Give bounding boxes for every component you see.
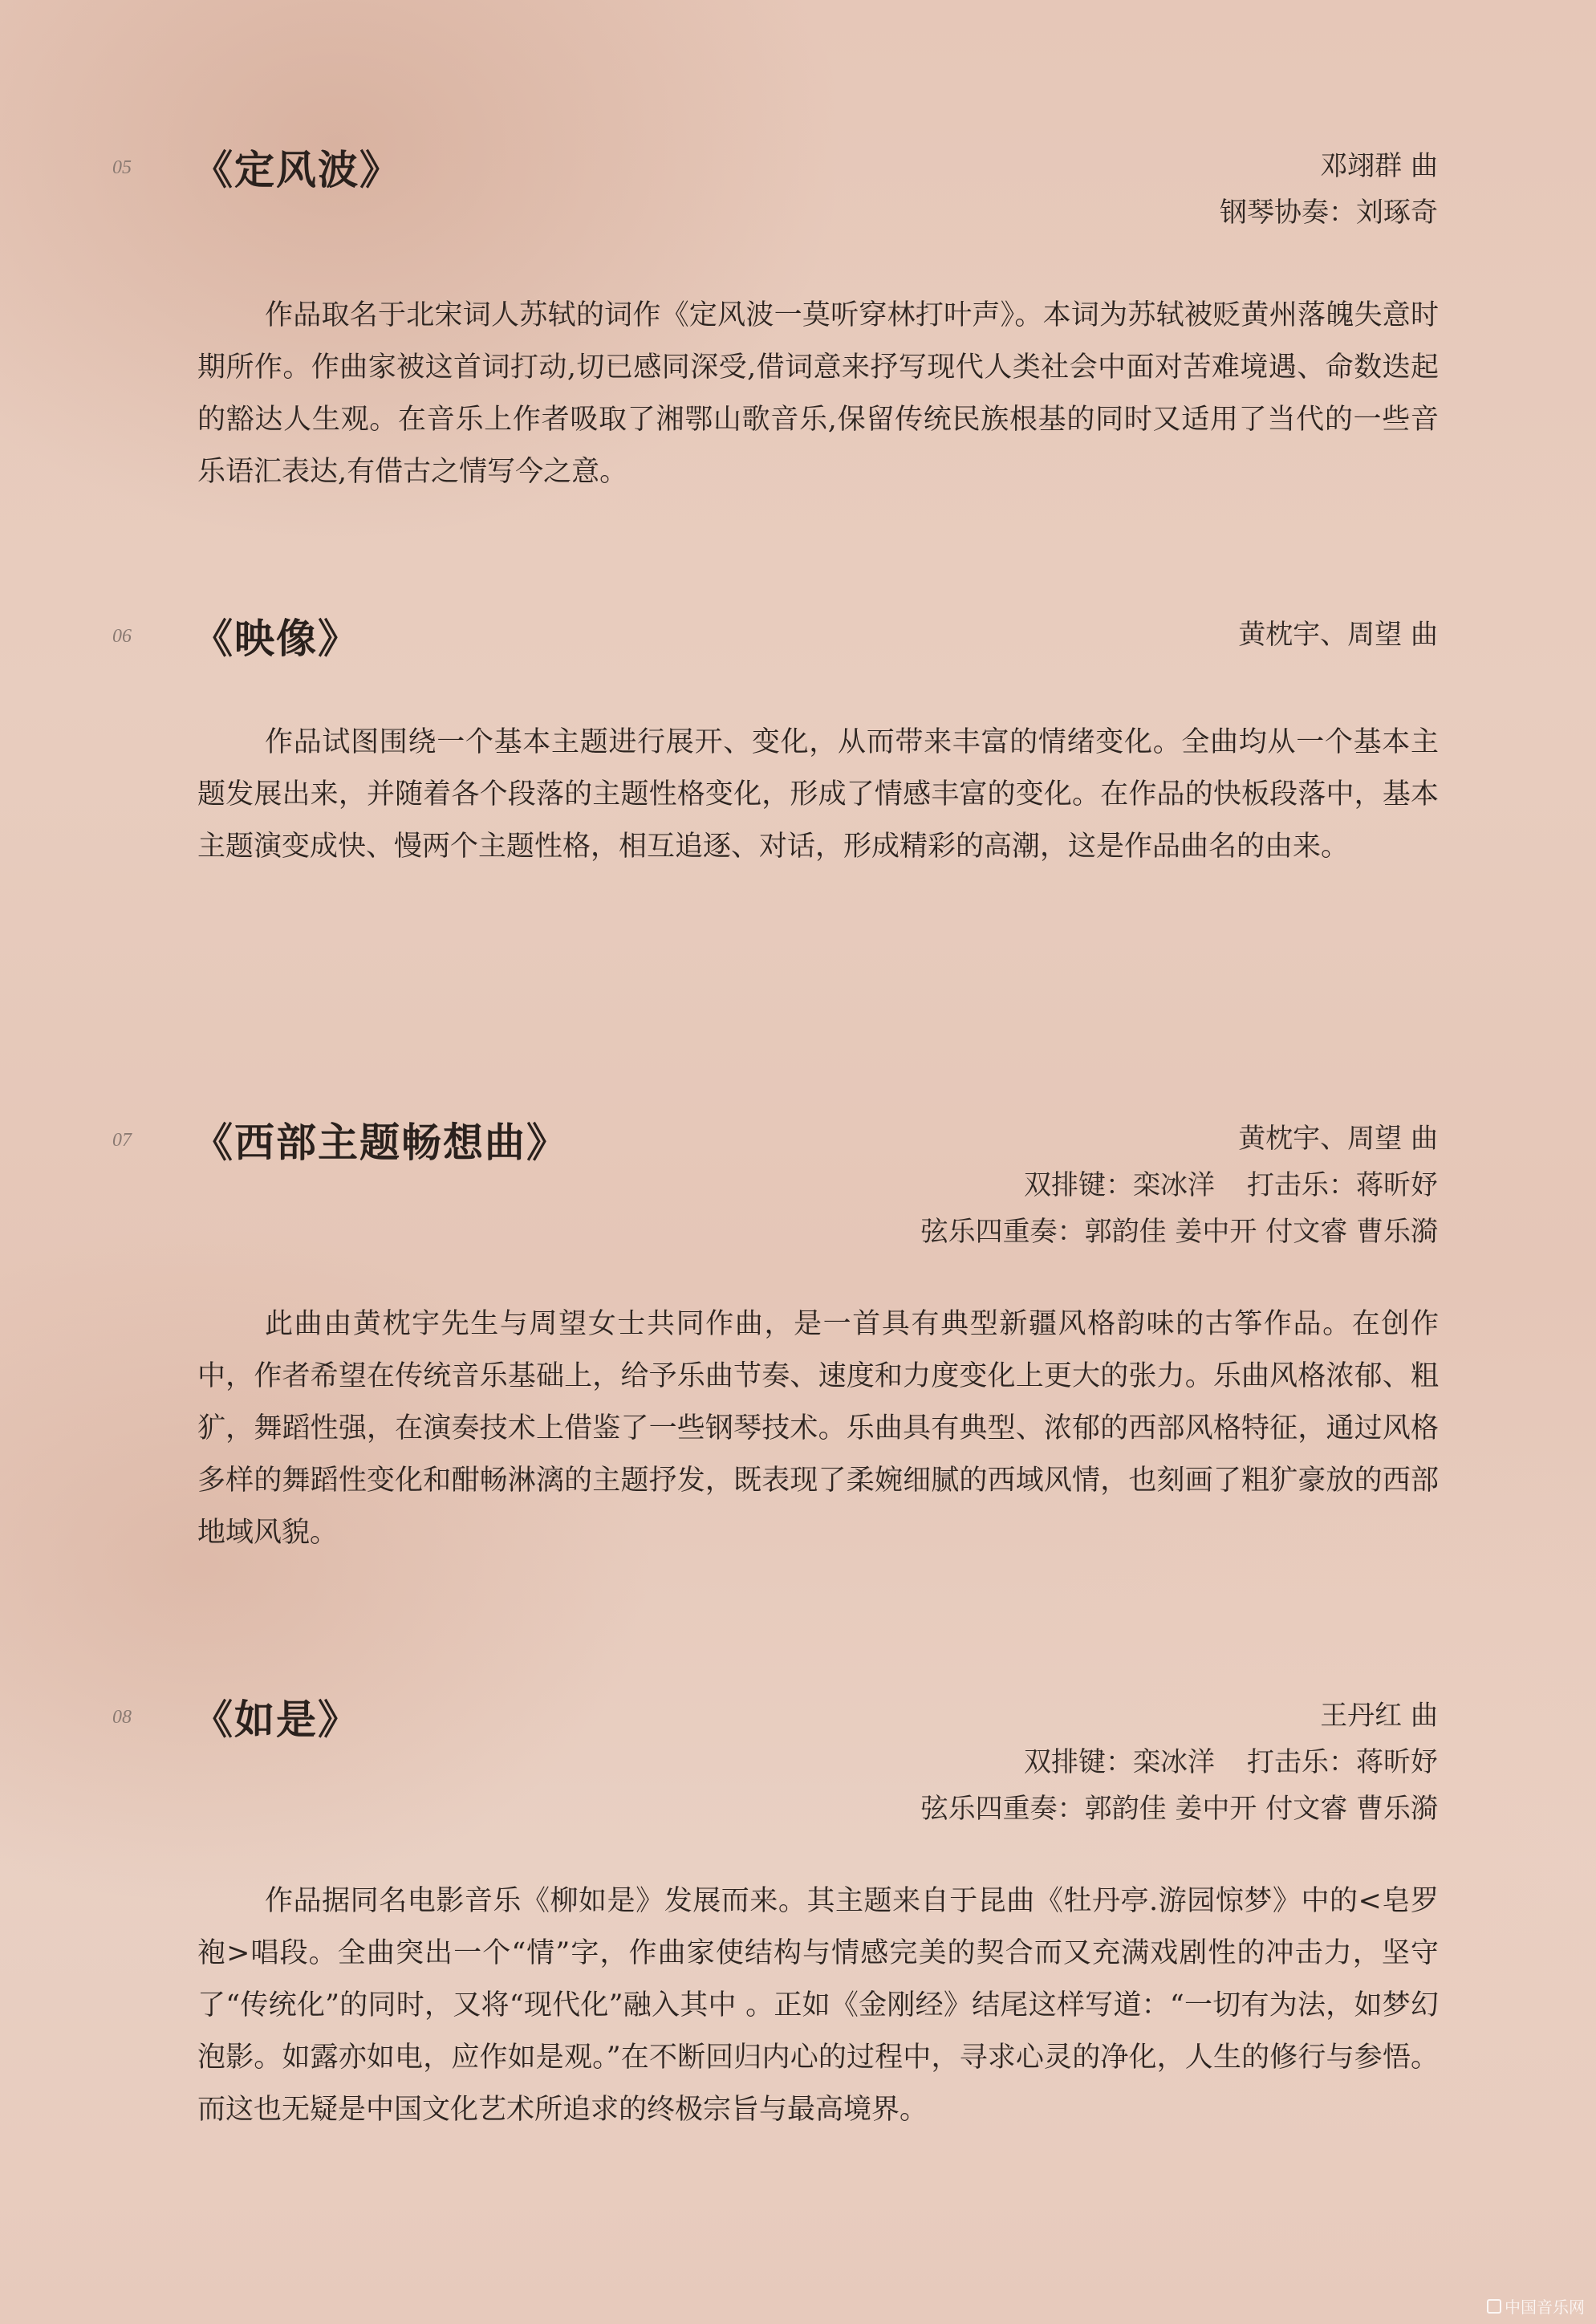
performer-credit-pair xyxy=(921,1162,1438,1209)
percussion-credit: 打击乐：蒋昕妤 xyxy=(1247,1746,1438,1778)
quartet-credit: 弦乐四重奏：郭韵佳 姜中开 付文睿 曹乐漪 xyxy=(920,1216,1438,1248)
keyboard-credit: 双排键：栾冰洋 xyxy=(1024,1746,1215,1778)
quartet-credit: 弦乐四重奏：郭韵佳 姜中开 付文睿 曹乐漪 xyxy=(920,1793,1438,1825)
piece-title: 《如是》 xyxy=(193,1696,359,1743)
percussion-credit: 打击乐：蒋昕妤 xyxy=(1247,1169,1438,1201)
piece-credits xyxy=(921,1115,1438,1255)
composer-credit: 邓翊群 曲 xyxy=(1320,150,1438,182)
performer-credit-pair xyxy=(921,1739,1438,1786)
piece-description xyxy=(197,1298,1439,1559)
piece-title: 《定风波》 xyxy=(193,146,401,193)
piece-title: 《西部主题畅想曲》 xyxy=(193,1119,568,1166)
piece-credits xyxy=(921,1692,1438,1832)
composer-credit: 王丹红 曲 xyxy=(1320,1700,1438,1732)
piece-credits xyxy=(1238,611,1438,658)
piece-description xyxy=(197,717,1439,873)
keyboard-credit: 双排键：栾冰洋 xyxy=(1024,1169,1215,1201)
site-logo-icon xyxy=(1487,2299,1501,2314)
description-paragraph: 此曲由黄枕宇先生与周望女士共同作曲，是一首具有典型新疆风格韵味的古筝作品。在创作中，作者希望在传统音乐基础上，给予乐曲节奏、速度和力度变化上更大的张力。乐曲风格浓郁、粗犷，舞蹈性强，在演奏技术上借鉴了一些钢琴技术。乐曲具有典型、浓郁的西部风格特征，通过风格多样的舞蹈性变化和酣畅淋漓的主题抒发，既表现了柔婉细腻的西域风情，也刻画了粗犷豪放的西部地域风貌。 xyxy=(197,1308,1439,1549)
piece-number: 08 xyxy=(112,1707,132,1728)
piece-number: 07 xyxy=(112,1130,132,1151)
piece-credits xyxy=(1220,143,1438,236)
composer-credit: 黄枕宇、周望 曲 xyxy=(1238,1123,1438,1155)
description-paragraph: 作品取名于北宋词人苏轼的词作《定风波一莫听穿林打叶声》。本词为苏轼被贬黄州落魄失意时期所作。作曲家被这首词打动,切已感同深受,借词意来抒写现代人类社会中面对苦难境遇、命数迭起的豁达人生观。在音乐上作者吸取了湘鄂山歌音乐,保留传统民族根基的同时又适用了当代的一些音乐语汇表达,有借古之情写今之意。 xyxy=(197,299,1439,488)
piece-description xyxy=(197,1875,1439,2136)
watermark-text: 中国音乐网 xyxy=(1505,2298,1585,2317)
piece-title: 《映像》 xyxy=(193,615,359,662)
description-paragraph: 作品据同名电影音乐《柳如是》发展而来。其主题来自于昆曲《牡丹亭.游园惊梦》中的<皂罗袍>唱段。全曲突出一个“情”字，作曲家使结构与情感完美的契合而又充满戏剧性的冲击力，坚守了“传统化”的同时，又将“现代化”融入其中 。正如《金刚经》结尾这样写道：“一切有为法，如梦幻泡影。如露亦如电，应作如是观。”在不断回归内心的过程中，寻求心灵的净化，人生的修行与参悟。而这也无疑是中国文化艺术所追求的终极宗旨与最高境界。 xyxy=(197,1885,1439,2126)
piece-number: 05 xyxy=(112,157,132,178)
piece-number: 06 xyxy=(112,626,132,647)
composer-credit: 黄枕宇、周望 曲 xyxy=(1238,619,1438,651)
performer-credit: 钢琴协奏：刘琢奇 xyxy=(1220,197,1438,229)
description-paragraph: 作品试图围绕一个基本主题进行展开、变化，从而带来丰富的情绪变化。全曲均从一个基本主题发展出来，并随着各个段落的主题性格变化，形成了情感丰富的变化。在作品的快板段落中，基本主题演变成快、慢两个主题性格，相互追逐、对话，形成精彩的高潮，这是作品曲名的由来。 xyxy=(197,726,1439,863)
site-watermark xyxy=(1487,2294,1585,2318)
piece-description xyxy=(197,290,1439,498)
